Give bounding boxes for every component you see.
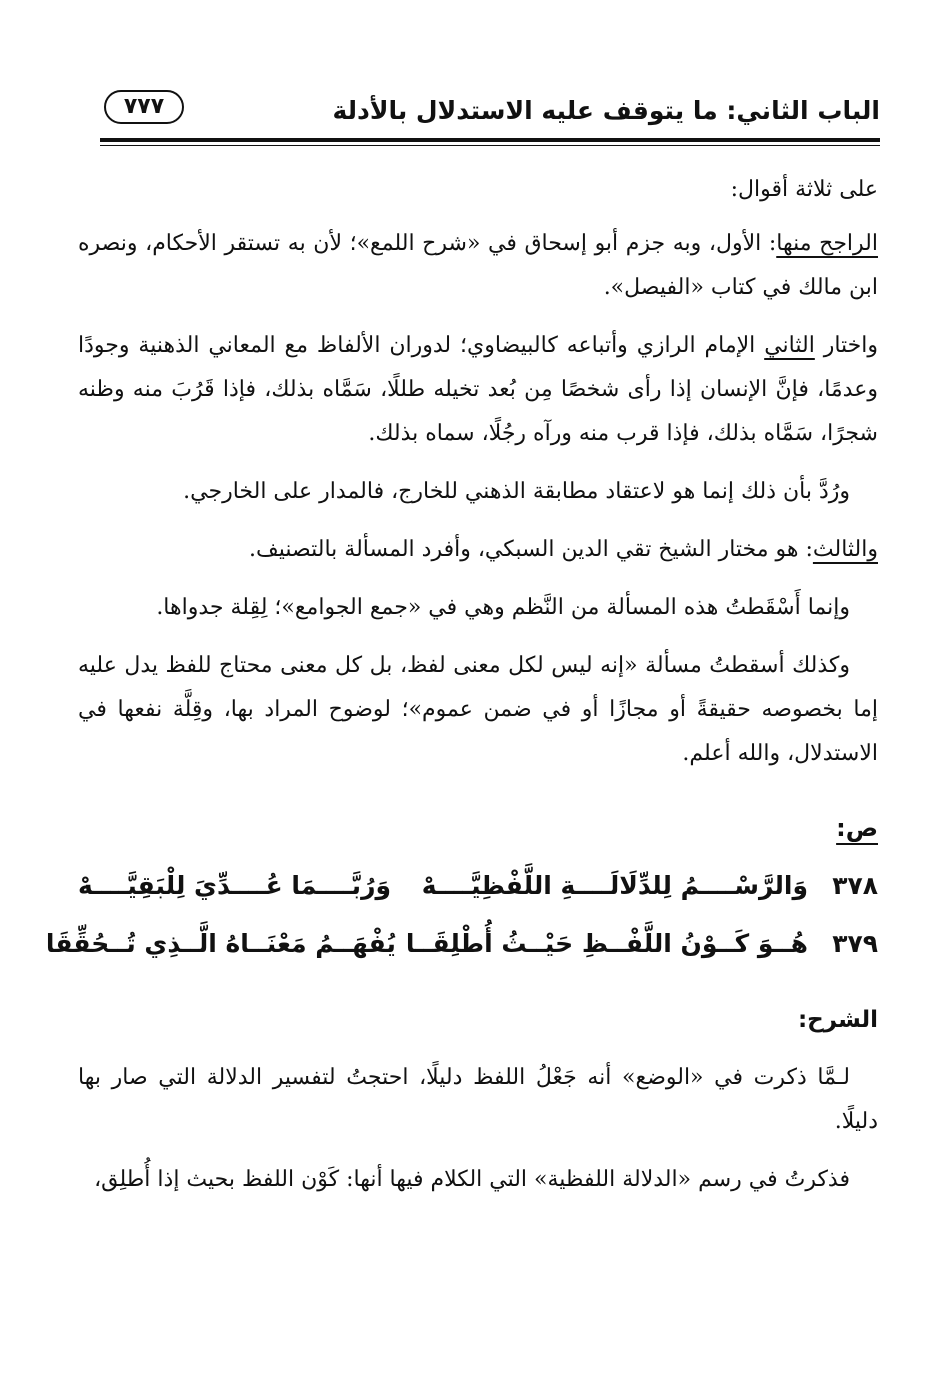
page-number: ٧٧٧ [104, 90, 184, 124]
paragraph-omission: وإنما أَسْقَطتُ هذه المسألة من النَّظم وهي في «جمع الجوامع»؛ لِقِلة جدواها. [156, 595, 850, 620]
paragraph-text: : الأول، وبه جزم أبو إسحاق في «شرح اللمع»؛ لأن به تستقر الأحكام، ونصره ابن مالك في كتاب «الفيصل». [78, 231, 878, 300]
running-head: الباب الثاني: ما يتوقف عليه الاستدلال بالأدلة [332, 96, 880, 125]
paragraph-commentary-one: لـمَّا ذكرت في «الوضع» أنه جَعْلُ اللفظ دليلًا، احتجتُ لتفسير الدلالة التي صار بها دليلًا. [78, 1065, 878, 1134]
page-header [100, 88, 880, 138]
paragraph-second-opinion [78, 324, 878, 456]
paragraph-preferred-opinion [78, 222, 878, 310]
paragraph-commentary-two: فذكرتُ في رسم «الدلالة اللفظية» التي الكلام فيها أنها: كَوْن اللفظ بحيث إذا أُطلِق، [94, 1167, 850, 1192]
header-rule-thick [100, 138, 880, 142]
paragraph-text: : هو مختار الشيخ تقي الدين السبكي، وأفرد المسألة بالتصنيف. [249, 537, 813, 562]
verse-line [45, 922, 878, 980]
body-text [45, 168, 879, 1216]
verse-first-hemistich: هُــوَ كَــوْنُ اللَّفْــظِ حَيْــثُ أُطْلِقَــا [405, 929, 808, 958]
verse-line [78, 864, 878, 922]
verse-second-hemistich: يُفْهَــمُ مَعْنَــاهُ الَّــذِي تُــحُقِّقَا [45, 929, 396, 958]
paragraph-third-opinion [78, 528, 878, 572]
paragraph-prefix: واختار [814, 333, 879, 358]
header-rule-thin [100, 145, 880, 146]
section-mark: ص: [836, 814, 878, 842]
label-preferred: الراجح منها [776, 231, 878, 256]
paragraph-rebuttal: ورُدَّ بأن ذلك إنما هو لاعتقاد مطابقة الذهني للخارج، فالمدار على الخارجي. [183, 479, 850, 504]
paragraph-text: الإمام الرازي وأتباعه كالبيضاوي؛ لدوران الألفاظ مع المعاني الذهنية وجودًا وعدمًا، فإنَّ الإنسان إذا رأى شخصًا مِن بُعد تخيله طللًا، سَمَّاه بذلك، فإذا قَرُبَ منه وظنه شجرًا، سَمَّاه بذلك، فإذا قرب منه ورآه رجُلًا، سماه بذلك. [78, 333, 878, 446]
paragraph-omission-two: وكذلك أسقطتُ مسألة «إنه ليس لكل معنى لفظ، بل كل معنى محتاج للفظ يدل عليه إما بخصوصه حقيقةً أو مجازًا أو في ضمن عموم»؛ لوضوح المراد بها، وقِلَّة نفعها في الاستدلال، والله أعلم. [78, 653, 878, 766]
verse-number: ٣٧٩ [832, 929, 878, 958]
verse-second-hemistich: وَرُبَّــــمَا عُــــدِّيَ لِلْبَقِيَّــــهْ [78, 871, 392, 900]
label-third: والثالث [812, 537, 878, 562]
label-second: الثاني [764, 333, 815, 358]
poem [45, 864, 878, 980]
verse-number: ٣٧٨ [832, 871, 878, 900]
verse-first-hemistich: وَالرَّسْــــمُ لِلدِّلَالَــــةِ اللَّفْظِيَّــــهْ [421, 871, 808, 900]
commentary-heading: الشرح: [797, 1007, 878, 1033]
intro-line: على ثلاثة أقوال: [730, 177, 878, 202]
